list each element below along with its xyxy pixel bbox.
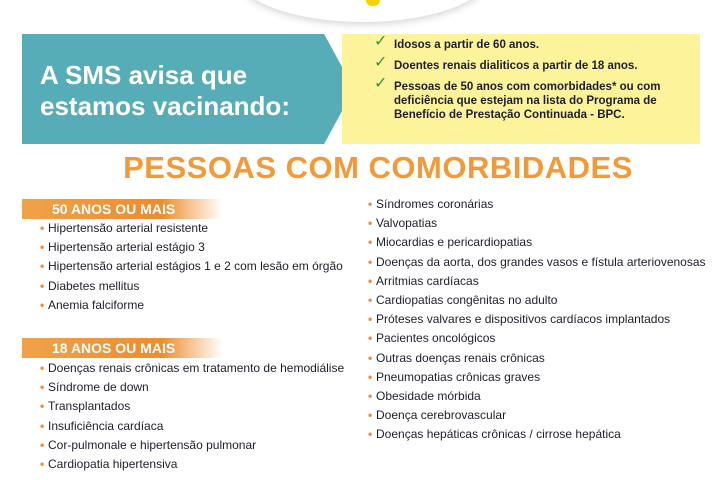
list-item: • Diabetes mellitus — [40, 277, 343, 296]
priority-item: ✓ Pessoas de 50 anos com comorbidades* ou com deficiência que estejam na lista do Programa de Benefício de Prestação Continuada - BPC. — [374, 75, 661, 121]
bullet-dot-icon: • — [368, 235, 373, 250]
list-item: • Doença cerebrovascular — [368, 406, 706, 425]
list-item: • Cardiopatias congênitas no adulto — [368, 291, 706, 310]
list-item: • Síndromes coronárias — [368, 195, 706, 214]
list-item: • Doenças da aorta, dos grandes vasos e fístula arteriovenosas — [368, 253, 706, 272]
group-50-list — [40, 219, 343, 315]
bullet-dot-icon: • — [40, 399, 45, 414]
list-item: • Pacientes oncológicos — [368, 329, 706, 348]
bullet-dot-icon: • — [368, 369, 373, 384]
list-item: • Obesidade mórbida — [368, 387, 706, 406]
bullet-dot-icon: • — [368, 293, 373, 308]
list-item: • Doenças renais crônicas em tratamento de hemodiálise — [40, 359, 344, 378]
bullet-dot-icon: • — [368, 427, 373, 442]
group-18-list — [40, 359, 344, 474]
bullet-dot-icon: • — [368, 254, 373, 269]
top-logo-shape — [238, 0, 488, 22]
list-item: • Miocardias e pericardiopatias — [368, 233, 706, 252]
bullet-dot-icon: • — [40, 221, 45, 235]
list-item: • Hipertensão arterial resistente — [40, 219, 343, 238]
bullet-dot-icon: • — [40, 259, 45, 274]
group-18-label: 18 ANOS OU MAIS — [22, 338, 222, 358]
bullet-dot-icon: • — [40, 361, 45, 375]
priority-list — [372, 33, 692, 129]
list-item: • Transplantados — [40, 397, 344, 416]
list-item: • Cardiopatia hipertensiva — [40, 455, 344, 474]
bullet-dot-icon: • — [368, 216, 373, 231]
list-item: • Pneumopatias crônicas graves — [368, 368, 706, 387]
bullet-dot-icon: • — [40, 240, 45, 255]
bullet-dot-icon: • — [40, 278, 45, 293]
priority-item: ✓ Idosos a partir de 60 anos. — [374, 33, 540, 51]
group-50-label: 50 ANOS OU MAIS — [22, 199, 222, 219]
list-item: • Próteses valvares e dispositivos cardíacos implantados — [368, 310, 706, 329]
list-item: • Hipertensão arterial estágio 3 — [40, 238, 343, 257]
bullet-dot-icon: • — [368, 350, 373, 365]
group-right-list — [368, 195, 706, 445]
bullet-dot-icon: • — [368, 312, 373, 327]
priority-item: ✓ Doentes renais dialiticos a partir de 18 anos. — [374, 54, 638, 72]
list-item: • Valvopatias — [368, 214, 706, 233]
check-icon: ✓ — [374, 33, 388, 50]
announcement-line: estamos vacinando: — [40, 91, 290, 121]
list-item: • Síndrome de down — [40, 378, 344, 397]
list-item: • Arritmias cardíacas — [368, 272, 706, 291]
bullet-dot-icon: • — [40, 380, 45, 395]
list-item: • Anemia falciforme — [40, 296, 343, 315]
bullet-dot-icon: • — [368, 389, 373, 404]
bullet-dot-icon: • — [40, 418, 45, 433]
section-title: PESSOAS COM COMORBIDADES — [123, 150, 633, 185]
list-item: • Cor-pulmonale e hipertensão pulmonar — [40, 436, 344, 455]
check-icon: ✓ — [374, 54, 388, 71]
list-item: • Outras doenças renais crônicas — [368, 349, 706, 368]
list-item: • Insuficiência cardíaca — [40, 417, 344, 436]
bullet-dot-icon: • — [368, 197, 373, 211]
bullet-dot-icon: • — [40, 297, 45, 312]
announcement-line: A SMS avisa que — [40, 60, 248, 90]
bullet-dot-icon: • — [40, 457, 45, 472]
bullet-dot-icon: • — [368, 273, 373, 288]
bullet-dot-icon: • — [368, 408, 373, 423]
bullet-dot-icon: • — [368, 331, 373, 346]
list-item: • Doenças hepáticas crônicas / cirrose hepática — [368, 425, 706, 444]
list-item: • Hipertensão arterial estágios 1 e 2 com lesão em órgão — [40, 257, 343, 276]
check-icon: ✓ — [374, 75, 388, 92]
announcement-heading — [40, 60, 290, 122]
bullet-dot-icon: • — [40, 437, 45, 452]
